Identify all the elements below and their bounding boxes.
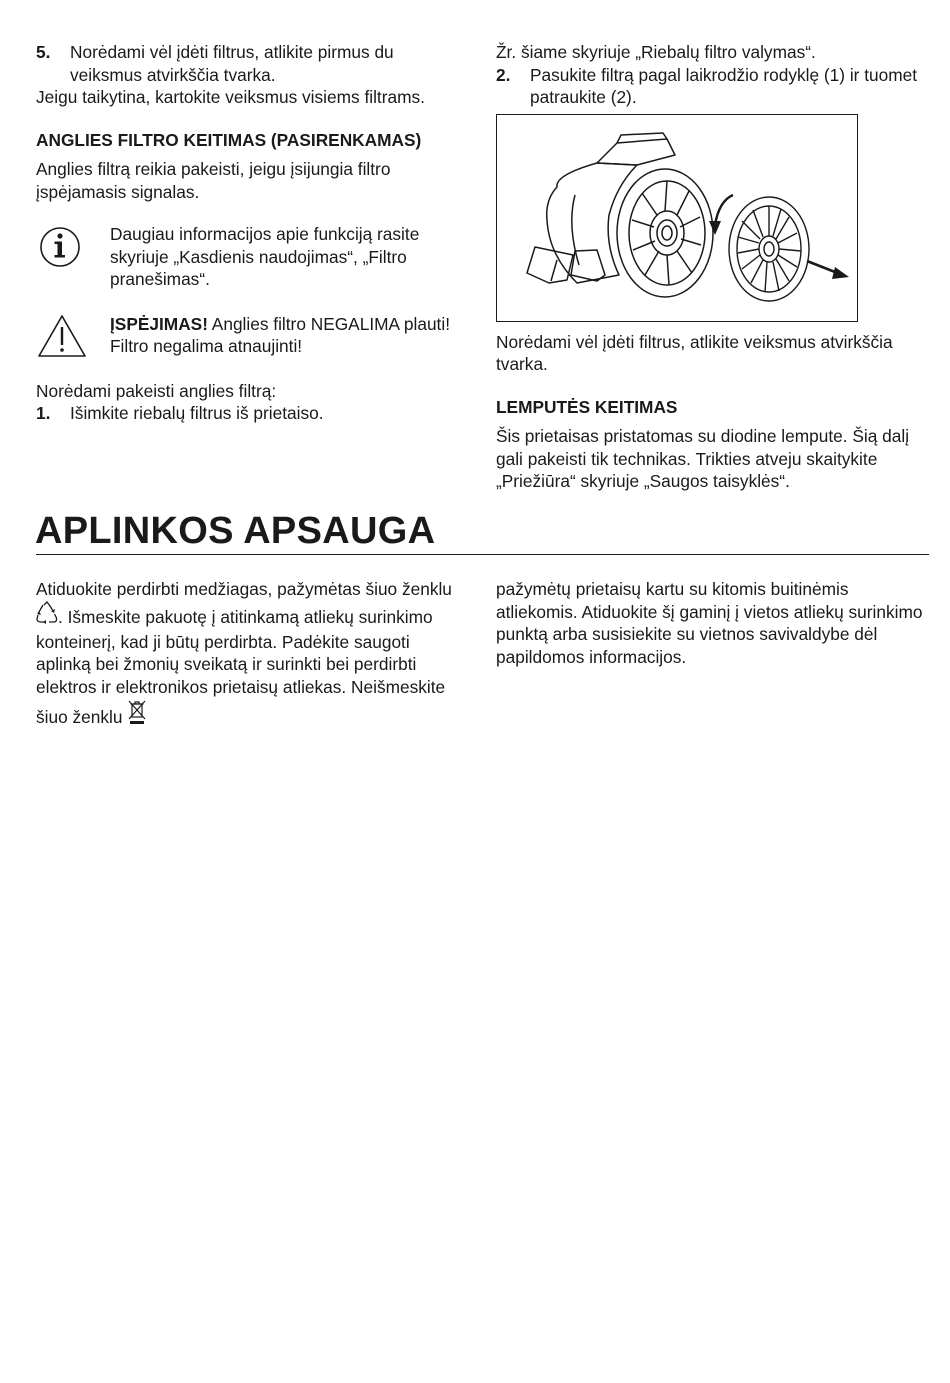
environment-right-paragraph: pažymėtų prietaisų kartu su kitomis buitinėmis atliekomis. Atiduokite šį gaminį į vietos atliekų surinkimo punktą arba susisiekite su vietnos savivaldybe dėl papildomos informacijos. xyxy=(496,579,923,667)
step-1 xyxy=(36,402,466,425)
environment-text-part1: Atiduokite perdirbti medžiagas, pažymėtas šiuo ženklu xyxy=(36,579,452,599)
warning-triangle-icon xyxy=(36,313,110,359)
hood-filter-drawing xyxy=(497,115,857,321)
replace-intro: Norėdami pakeisti anglies filtrą: xyxy=(36,380,277,401)
section-divider xyxy=(36,554,929,555)
repeat-paragraph: Jeigu taikytina, kartokite veiksmus visiems filtrams. xyxy=(36,87,425,107)
recycle-icon xyxy=(36,601,58,631)
step-text: Norėdami vėl įdėti filtrus, atlikite pirmus du veiksmus atvirkščia tvarka. xyxy=(70,42,394,85)
step-5 xyxy=(36,41,466,86)
section-title: APLINKOS APSAUGA xyxy=(35,510,436,552)
info-icon xyxy=(36,223,110,271)
reference-paragraph: Žr. šiame skyriuje „Riebalų filtro valymas“. xyxy=(496,42,816,62)
info-note-text: Daugiau informacijos apie funkciją rasite skyriuje „Kasdienis naudojimas“, „Filtro pranešimas“. xyxy=(110,224,420,289)
warning-label: ĮSPĖJIMAS! xyxy=(110,313,208,334)
environment-left-paragraph xyxy=(36,578,468,731)
step-2 xyxy=(496,64,928,109)
info-note xyxy=(36,223,466,291)
warning-note xyxy=(36,313,466,359)
lamp-heading: LEMPUTĖS KEITIMAS xyxy=(496,396,678,417)
environment-left-column xyxy=(36,578,468,731)
carbon-filter-intro: Anglies filtrą reikia pakeisti, jeigu įsijungia filtro įspėjamasis signalas. xyxy=(36,159,391,202)
step-number: 2. xyxy=(496,64,511,85)
reinsert-paragraph: Norėdami vėl įdėti filtrus, atlikite veiksmus atvirkščia tvarka. xyxy=(496,331,893,374)
environment-right-column xyxy=(496,578,928,668)
right-column xyxy=(496,41,928,493)
step-number: 5. xyxy=(36,42,51,62)
step-number: 1. xyxy=(36,403,51,423)
left-column xyxy=(36,41,466,425)
warning-note-text xyxy=(110,313,466,358)
step-text: Pasukite filtrą pagal laikrodžio rodyklę (1) ir tuomet patraukite (2). xyxy=(530,64,918,107)
warning-body: Anglies filtro NEGALIMA plauti! Filtro negalima atnaujinti! xyxy=(110,313,450,356)
carbon-filter-heading: ANGLIES FILTRO KEITIMAS (PASIRENKAMAS) xyxy=(36,129,422,150)
filter-removal-illustration xyxy=(496,114,858,322)
crossed-bin-icon xyxy=(127,699,147,731)
step-text: Išimkite riebalų filtrus iš prietaiso. xyxy=(70,403,324,423)
environment-text-part2: . Išmeskite pakuotę į atitinkamą atliekų surinkimo konteinerį, kad ji būtų perdirbta. Padėkite saugoti aplinką bei žmonių sveikatą ir surinkti bei perdirbti elektros ir elektronikos prietaisų atliekas. Neišmeskite šiuo ženklu xyxy=(36,606,446,727)
lamp-paragraph: Šis prietaisas pristatomas su diodine lempute. Šią dalį gali pakeisti tik technikas. Trikties atveju skaitykite „Priežiūra“ skyriuje „Saugos taisyklės“. xyxy=(496,426,910,491)
